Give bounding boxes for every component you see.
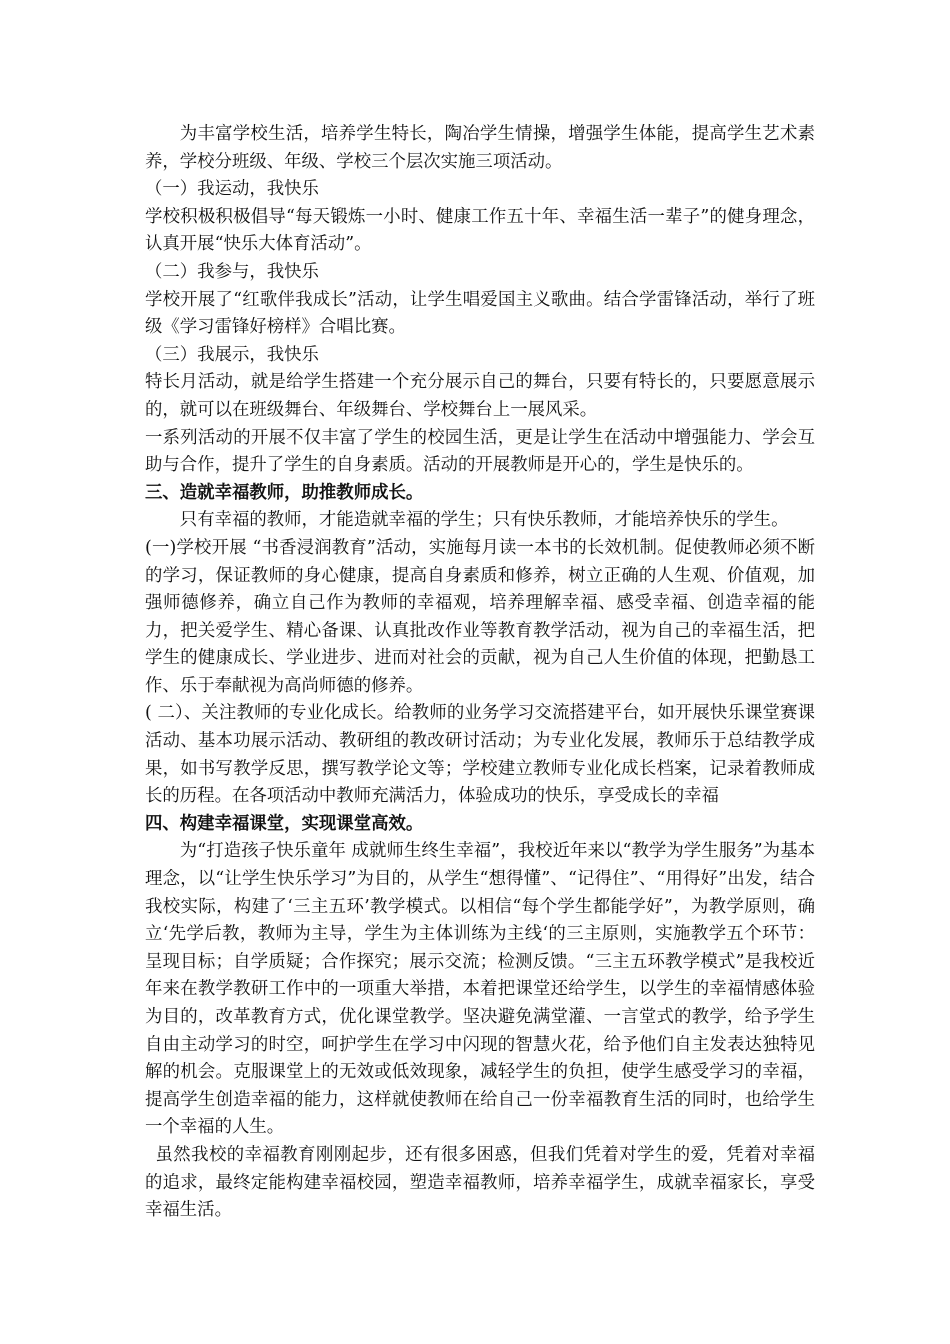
showcase-paragraph: 特长月活动，就是给学生搭建一个充分展示自己的舞台，只要有特长的，只要愿意展示的，就可以在班级舞台、年级舞台、学校舞台上一展风采。 xyxy=(145,372,815,420)
participate-paragraph: 学校开展了“红歌伴我成长”活动，让学生唱爱国主义歌曲。结合学雷锋活动，举行了班级《学习雷锋好榜样》合唱比赛。 xyxy=(145,289,815,338)
teacher-intro-paragraph: 只有幸福的教师，才能造就幸福的学生；只有快乐教师，才能培养快乐的学生。 xyxy=(179,510,789,531)
reading-program-paragraph: (一)学校开展 “书香浸润教育”活动，实施每月读一本书的长效机制。促使教师必须不断的学习，保证教师的身心健康，提高自身素质和修养，树立正确的人生观、价值观，加强师德修养，确立自己作为教师的幸福观，培养理解幸福、感受幸福、创造幸福的能力，把关爱学生、精心备课、认真批改作业等教育教学活动，视为自己的幸福生活，把学生的健康成长、学业进步、进而对社会的贡献，视为自己人生价值的体现，把勤恳工作、乐于奉献视为高尚师德的修养。 xyxy=(145,537,815,696)
section-heading-3: 三、造就幸福教师，助推教师成长。 xyxy=(145,482,424,503)
professional-growth-paragraph: ( 二）、关注教师的专业化成长。给教师的业务学习交流搭建平台，如开展快乐课堂赛课活动、基本功展示活动、教研组的教改研讨活动；为专业化发展，教师乐于总结教学成果，如书写教学反思，撰写教学论文等；学校建立教师专业化成长档案，记录着教师成长的历程。在各项活动中教师充满活力，体验成功的快乐，享受成长的幸福 xyxy=(145,703,815,807)
conclusion-paragraph: 虽然我校的幸福教育刚刚起步，还有很多困惑，但我们凭着对学生的爱，凭着对幸福的追求，最终定能构建幸福校园，塑造幸福教师，培养幸福学生，成就幸福家长，享受幸福生活。 xyxy=(145,1144,815,1221)
intro-paragraph: 为丰富学校生活，培养学生特长，陶冶学生情操，增强学生体能，提高学生艺术素养，学校分班级、年级、学校三个层次实施三项活动。 xyxy=(145,124,815,172)
section-heading-4: 四、构建幸福课堂，实现课堂高效。 xyxy=(145,813,424,834)
document-body xyxy=(145,121,815,1225)
exercise-paragraph: 学校积极积极倡导“每天锻炼一小时、健康工作五十年、幸福生活一辈子”的健身理念，认真开展“快乐大体育活动”。 xyxy=(145,206,815,255)
subheading-exercise: （一）我运动，我快乐 xyxy=(145,179,319,200)
classroom-paragraph: 为“打造孩子快乐童年 成就师生终生幸福”，我校近年来以“教学为学生服务”为基本理念，以“让学生快乐学习”为目的，从学生“想得懂”、“记得住”、“用得好”出发，结合我校实际，构建了‘三主五环’教学模式。以相信“每个学生都能学好”，为教学原则，确立‘先学后教，教师为主导，学生为主体训练为主线‘的三主原则，实施教学五个环节：呈现目标；自学质疑；合作探究；展示交流；检测反馈。“三主五环教学模式”是我校近年来在教学教研工作中的一项重大举措，本着把课堂还给学生，以学生的幸福情感体验为目的，改革教育方式，优化课堂教学。坚决避免满堂灌、一言堂式的教学，给予学生自由主动学习的时空，呵护学生在学习中闪现的智慧火花，给予他们自主发表达独特见解的机会。克服课堂上的无效或低效现象，减轻学生的负担，使学生感受学习的幸福，提高学生创造幸福的能力，这样就使教师在给自己一份幸福教育生活的同时，也给学生一个幸福的人生。 xyxy=(145,841,815,1138)
activities-summary-paragraph: 一系列活动的开展不仅丰富了学生的校园生活，更是让学生在活动中增强能力、学会互助与合作，提升了学生的自身素质。活动的开展教师是开心的，学生是快乐的。 xyxy=(145,427,815,476)
subheading-participate: （二）我参与，我快乐 xyxy=(145,261,319,282)
subheading-showcase: （三）我展示，我快乐 xyxy=(145,344,319,365)
